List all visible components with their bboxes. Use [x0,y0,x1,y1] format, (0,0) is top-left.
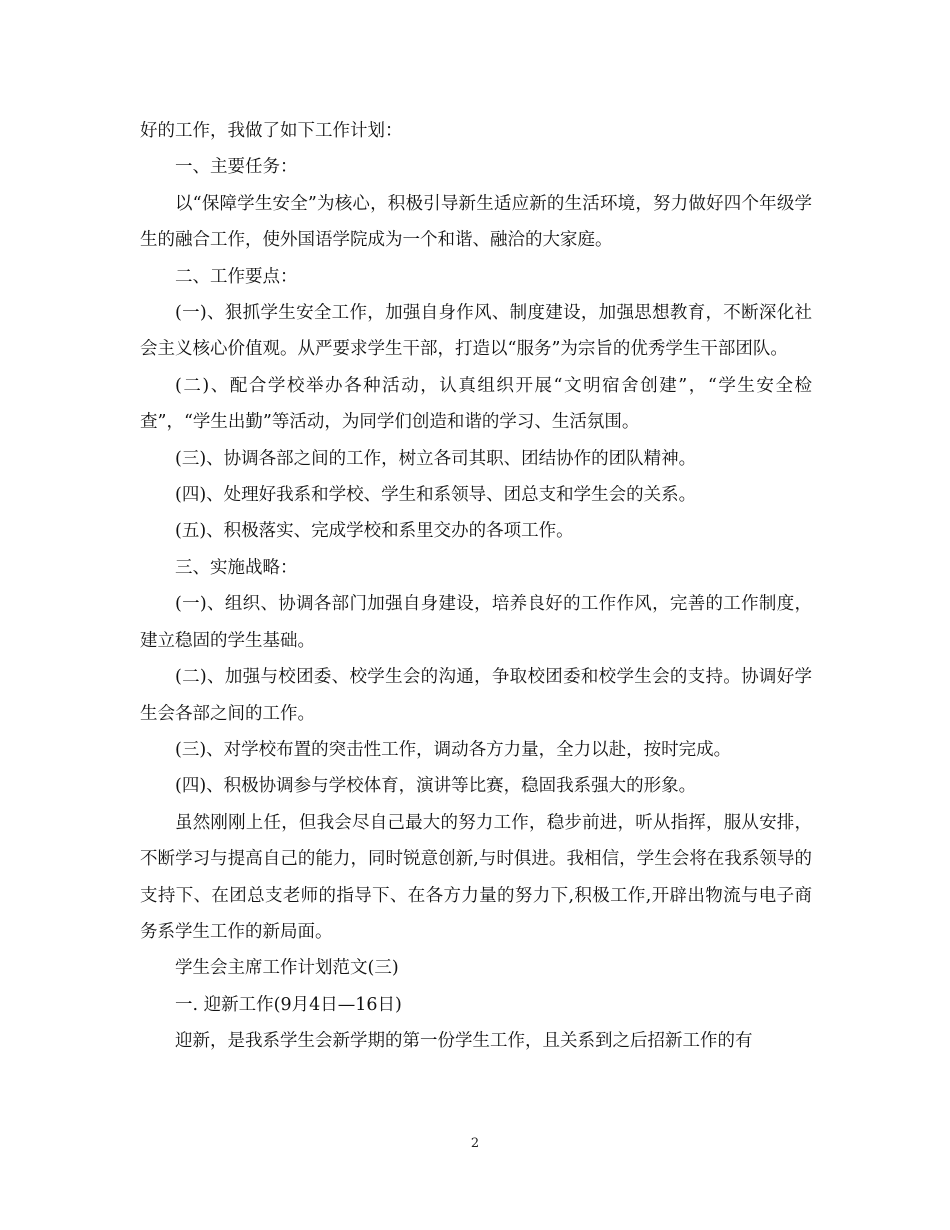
list-item: (二)、配合学校举办各种活动，认真组织开展“文明宿舍创建”，“学生安全检查”，“学生出勤”等活动，为同学们创造和谐的学习、生活氛围。 [140,375,812,433]
paragraph: 好的工作，我做了如下工作计划： [140,121,403,141]
paragraph: 虽然刚刚上任，但我会尽自己最大的努力工作，稳步前进，听从指挥，服从安排，不断学习与提高自己的能力，同时锐意创新,与时俱进。我相信，学生会将在我系领导的支持下、在团总支老师的指导下、在各方力量的努力下,积极工作,开辟出物流与电子商务系学生工作的新局面。 [140,812,812,942]
list-item: (三)、对学校布置的突击性工作，调动各方力量，全力以赴，按时完成。 [175,739,732,760]
list-item: (四)、积极协调参与学校体育，演讲等比赛，稳固我系强大的形象。 [175,776,697,797]
page-number: 2 [470,1136,480,1151]
list-item: (五)、积极落实、完成学校和系里交办的各项工作。 [175,521,574,542]
section-heading: 三、实施战略： [175,557,298,578]
document-title: 学生会主席工作计划范文(三) [175,958,399,979]
section-heading: 二、工作要点： [175,266,298,287]
list-item: (三)、协调各部之间的工作，树立各司其职、团结协作的团队精神。 [175,448,697,469]
list-item: (四)、处理好我系和学校、学生和系领导、团总支和学生会的关系。 [175,485,697,506]
section-heading: 一. 迎新工作(9月4日—16日) [175,994,402,1015]
paragraph: 以“保障学生安全”为核心，积极引导新生适应新的生活环境，努力做好四个年级学生的融合工作，使外国语学院成为一个和谐、融洽的大家庭。 [140,193,812,251]
document-body [140,113,812,1060]
section-heading: 一、主要任务： [175,157,298,178]
list-item: (一)、狠抓学生安全工作，加强自身作风、制度建设，加强思想教育，不断深化社会主义核心价值观。从严要求学生干部，打造以“服务”为宗旨的优秀学生干部团队。 [140,303,812,360]
paragraph: 迎新，是我系学生会新学期的第一份学生工作，且关系到之后招新工作的有 [175,1031,753,1052]
list-item: (一)、组织、协调各部门加强自身建设，培养良好的工作作风，完善的工作制度，建立稳固的学生基础。 [140,594,812,651]
list-item: (二)、加强与校团委、校学生会的沟通，争取校团委和校学生会的支持。协调好学生会各部之间的工作。 [140,667,812,724]
